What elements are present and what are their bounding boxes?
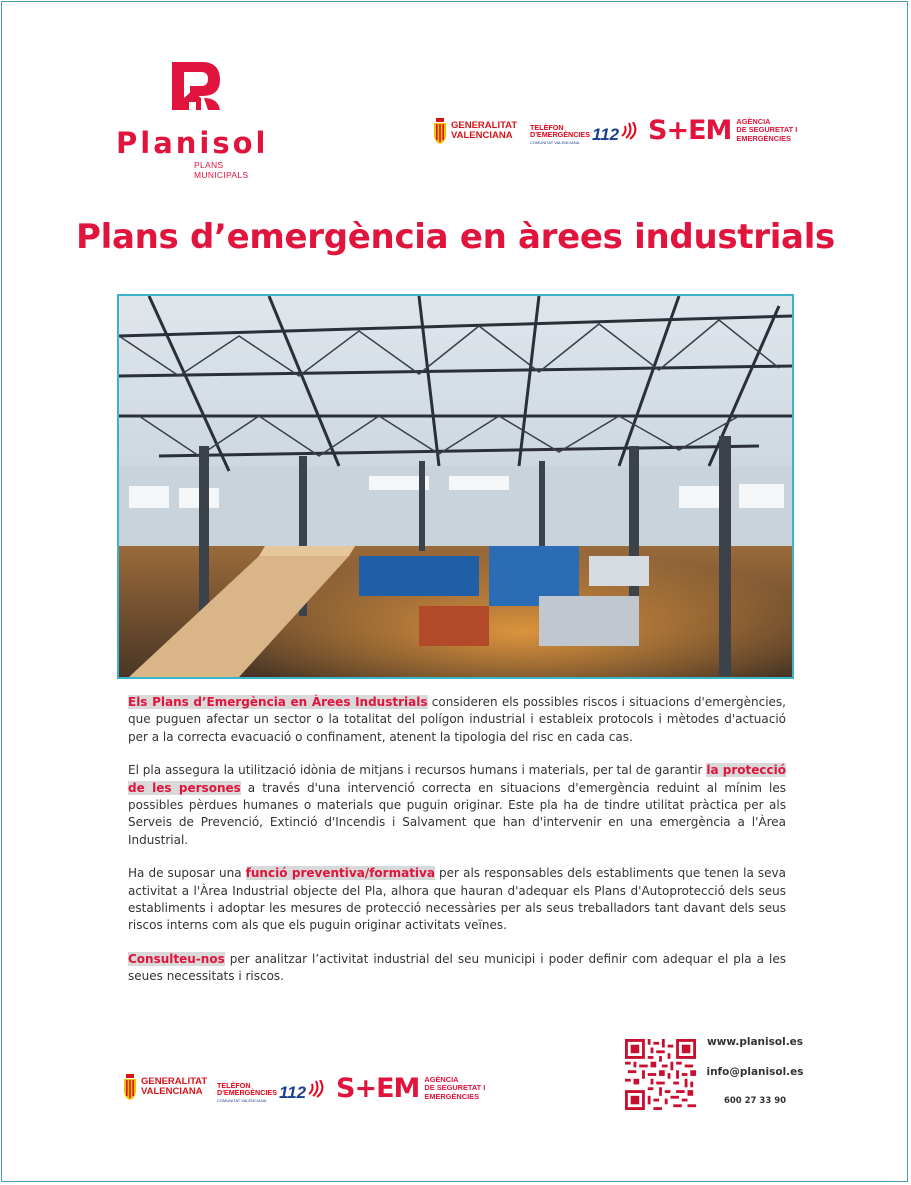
sem-line-3: EMERGÈNCIES [424, 1091, 480, 1101]
body-text [128, 694, 786, 1002]
phone-number: 600 27 33 90 [723, 1096, 787, 1106]
gva-line-1: GENERALITAT [451, 120, 518, 131]
email-link[interactable]: info@planisol.es [706, 1066, 804, 1078]
sem-logo-footer [336, 1073, 485, 1104]
signal-waves-icon [306, 1080, 326, 1098]
highlight-protection: la protecció de les persones [128, 763, 786, 795]
sem-mark: S+EM [648, 115, 732, 146]
gva-logo-header [433, 118, 517, 144]
gva-shield-icon [433, 118, 447, 144]
paragraph-2 [128, 762, 786, 849]
gva-line-2: VALENCIANA [141, 1086, 203, 1097]
qr-code-icon[interactable] [625, 1039, 696, 1110]
paragraph-4 [128, 951, 786, 986]
t112-number: 112 [592, 125, 620, 144]
logo-name: Planisol [116, 126, 269, 160]
sem-line-1: AGÈNCIA [736, 116, 771, 126]
t112-line-3: COMUNITAT VALENCIANA [530, 140, 580, 145]
sem-logo-header [648, 115, 797, 146]
t112-line-2: D'EMERGÈNCIES [530, 130, 591, 139]
website-link[interactable]: www.planisol.es [706, 1036, 804, 1048]
t112-number: 112 [279, 1083, 307, 1102]
gva-line-1: GENERALITAT [141, 1076, 208, 1087]
sem-line-2: DE SEGURETAT I [736, 125, 798, 135]
sem-line-3: EMERGÈNCIES [736, 133, 792, 143]
paragraph-3 [128, 865, 786, 935]
highlight-plans: Els Plans d’Emergència en Àrees Industrials [128, 695, 428, 709]
telefon-112-logo-footer [217, 1082, 326, 1104]
paragraph-4-text: per analitzar l’activitat industrial del seu municipi i poder definir com adequar el pla a les seues necessitats i riscos. [128, 951, 786, 984]
t112-line-2: D'EMERGÈNCIES [217, 1088, 278, 1097]
paragraph-1-text: consideren els possibles riscos i situacions d'emergències, que puguen afectar un sector o la totalitat del polígon industrial i estableix protocols i mètodes d'actuació per a la correcta evacuació o confinament, atenent la tipologia del risc en cada cas. [128, 695, 786, 744]
signal-waves-icon [619, 122, 639, 140]
planisol-logo [110, 52, 280, 180]
sem-mark: S+EM [336, 1073, 420, 1104]
sem-line-1: AGÈNCIA [424, 1074, 459, 1084]
t112-line-3: COMUNITAT VALENCIANA [217, 1098, 267, 1103]
gva-line-2: VALENCIANA [451, 130, 513, 141]
paragraph-2-text-after: a través d'una intervenció correcta en situacions d'emergència reduint al mínim les possibles pèrdues humanes o materials que puguin originar. Este pla ha de tindre utilitat pràctica per als Serveis de Prevenció, Extinció d'Incendis i Salvament que han d'intervenir en una emergència a l'Àrea Industrial. [128, 780, 786, 847]
paragraph-1 [128, 694, 786, 746]
telefon-112-logo-header [530, 124, 639, 146]
paragraph-3-text-after: per als responsables dels establiments que tenen la seva activitat a l'Àrea Industrial objecte del Pla, alhora que hauran d'adequar els Plans d'Autoprotecció dels seus establiments i adoptar les mesures de protecció necessàries per als seus treballadors tant davant dels seus riscos interns com als que els puguin originar activitats veïnes. [128, 866, 786, 933]
paragraph-3-text-before: Ha de suposar una [128, 866, 246, 881]
planisol-p-house-icon [168, 58, 224, 114]
highlight-consult: Consulteu-nos [128, 951, 225, 966]
page-title: Plans d’emergència en àrees industrials [75, 217, 835, 257]
paragraph-2-text-before: El pla assegura la utilització idònia de mitjans i recursos humans i materials, per tal de garantir [128, 763, 707, 778]
logo-tagline: PLANS MUNICIPALS [194, 160, 249, 180]
t112-line-1: TELÈFON [530, 123, 564, 132]
gva-shield-icon [123, 1074, 137, 1100]
t112-line-1: TELÈFON [217, 1081, 251, 1090]
industrial-hall-photo [117, 294, 794, 679]
highlight-preventive: funció preventiva/formativa [245, 866, 435, 881]
gva-logo-footer [123, 1074, 207, 1100]
sem-line-2: DE SEGURETAT I [424, 1083, 486, 1093]
